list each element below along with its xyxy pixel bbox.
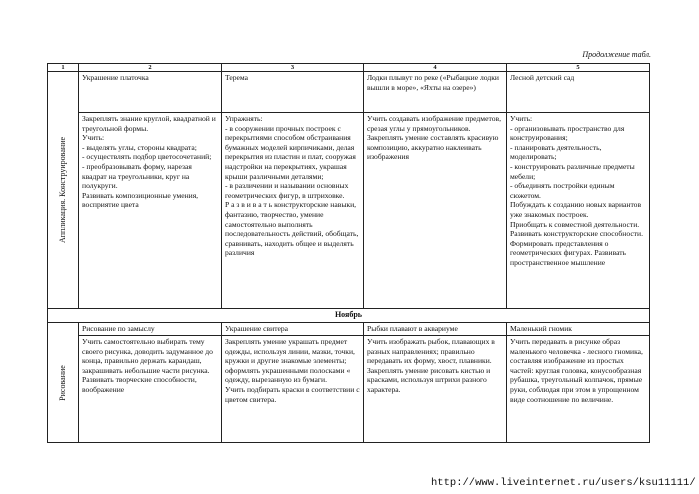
topic-content (364, 336, 507, 443)
content-line: Развивать композиционные умения, восприятие цвета (82, 190, 199, 210)
section1-label: Аппликация. Конструирование (58, 136, 68, 244)
topic-content (507, 336, 650, 443)
content-line: Учить подбирать краски в соответствии с цветом свитера. (225, 384, 360, 404)
topic-content (79, 336, 222, 443)
topic-content (79, 113, 222, 309)
content-line: Учить самостоятельно выбирать тему своего рисунка, доводить задуманное до конца, правильно держать карандаш, закрашивать небольшие части рисунка. (82, 337, 213, 375)
month-heading: Ноябрь (48, 309, 650, 323)
topic-content (364, 113, 507, 309)
content-line: - в различении и назывании основных геометрических фигур, в штриховке. (225, 181, 349, 200)
section1-content-row (48, 113, 650, 309)
content-line: - выделять углы, стороны квадрата; (82, 142, 197, 152)
col-number: 3 (222, 64, 364, 72)
content-line: - конструировать различные предметы мебели; (510, 161, 635, 181)
content-line: Развивать конструкторские способности. (510, 229, 643, 239)
col-number: 4 (364, 64, 507, 72)
content-line: Учить изображать рыбок, плавающих в разных направлениях; правильно передавать их форму, хвост, плавники. Закреплять умение рисовать кистью и красками, используя штрихи разного характера. (367, 337, 495, 394)
section2-label-cell (48, 323, 79, 443)
section1-label-cell (48, 72, 79, 309)
month-row (48, 309, 650, 323)
content-line: - преобразовывать форму, нарезая квадрат на треугольники, круг на полукруги. (82, 161, 192, 191)
content-line: Закреплять умение украшать предмет одежды, используя линии, мазки, точки, кружки и другие знакомые элементы; оформлять украшенными полосками « одежду, вырезанную из бумаги. (225, 337, 355, 385)
content-line: - планировать деятельность, моделировать; (510, 142, 602, 162)
content-line: Приобщать к совместной деятельности. (510, 219, 640, 229)
continuation-note: Продолжение табл. (582, 50, 651, 59)
col-number: 5 (507, 64, 650, 72)
content-line: Р а з в и в а т ь конструкторские навыки, фантазию, творчество, умение самостоятельно выполнять последовательность действий, обобщать, сравнивать, находить общее и выделять различия (225, 200, 359, 258)
topic-content (507, 113, 650, 309)
content-line: Учить передавать в рисунке образ маленького человечка - лесного гномика, составляя изображение из простых частей: круглая головка, конусообразная рубашка, треугольный колпачок, прямые руки, соблюдая при этом в упрощенном виде соотношение по величине. (510, 337, 643, 404)
content-line: - в сооружении прочных построек с перекрытиями способом обстраивания бумажных моделей кирпичиками, делая перекрытия из пластин и плат, сооружая надстройки на перекрытиях, украшая крыши различными деталями; (225, 123, 356, 181)
content-line: Учить: (510, 114, 533, 123)
content-line: Упражнять: (225, 114, 263, 123)
topic-title: Рисование по замыслу (79, 323, 222, 336)
column-number-row (48, 64, 650, 72)
topic-title: Лесной детский сад (507, 72, 650, 113)
curriculum-table (47, 63, 650, 443)
section2-title-row (48, 323, 650, 336)
content-line: Учить: (82, 133, 105, 143)
footer-url[interactable]: http://www.liveinternet.ru/users/ksu11111/ (431, 477, 696, 489)
topic-title: Украшение свитера (222, 323, 364, 336)
content-line: Закреплять знание круглой, квадратной и треугольной формы. (82, 114, 216, 133)
topic-title: Рыбки плавают в аквариуме (364, 323, 507, 336)
col-number: 2 (79, 64, 222, 72)
topic-content (222, 113, 364, 309)
topic-title: Маленький гномик (507, 323, 650, 336)
content-line: - организовывать пространство для конструирования; (510, 123, 625, 143)
topic-title: Лодки плывут по реке («Рыбацкие лодки вышли в море», «Яхты на озере») (364, 72, 507, 113)
content-line: - осуществлять подбор цветосочетаний; (82, 152, 212, 162)
content-line: Учить создавать изображение предметов, срезая углы у прямоугольников. (367, 114, 501, 133)
content-line: - объединять постройки единым сюжетом. (510, 181, 615, 200)
section2-content-row (48, 336, 650, 443)
col-number: 1 (48, 64, 79, 72)
topic-title: Терема (222, 72, 364, 113)
section1-title-row (48, 72, 650, 113)
content-line: Побуждать к созданию новых вариантов уже знакомых построек. (510, 200, 642, 219)
content-line: Формировать представления о геометрических фигурах. Развивать пространственное мышление (510, 238, 627, 267)
content-line: Развивать творческие способности, воображение (82, 375, 197, 394)
content-line: Закреплять умение составлять красивую композицию, аккуратно наклеивать изображения (367, 133, 499, 162)
topic-content (222, 336, 364, 443)
section2-label: Рисование (58, 364, 68, 401)
topic-title: Украшение платочка (79, 72, 222, 113)
